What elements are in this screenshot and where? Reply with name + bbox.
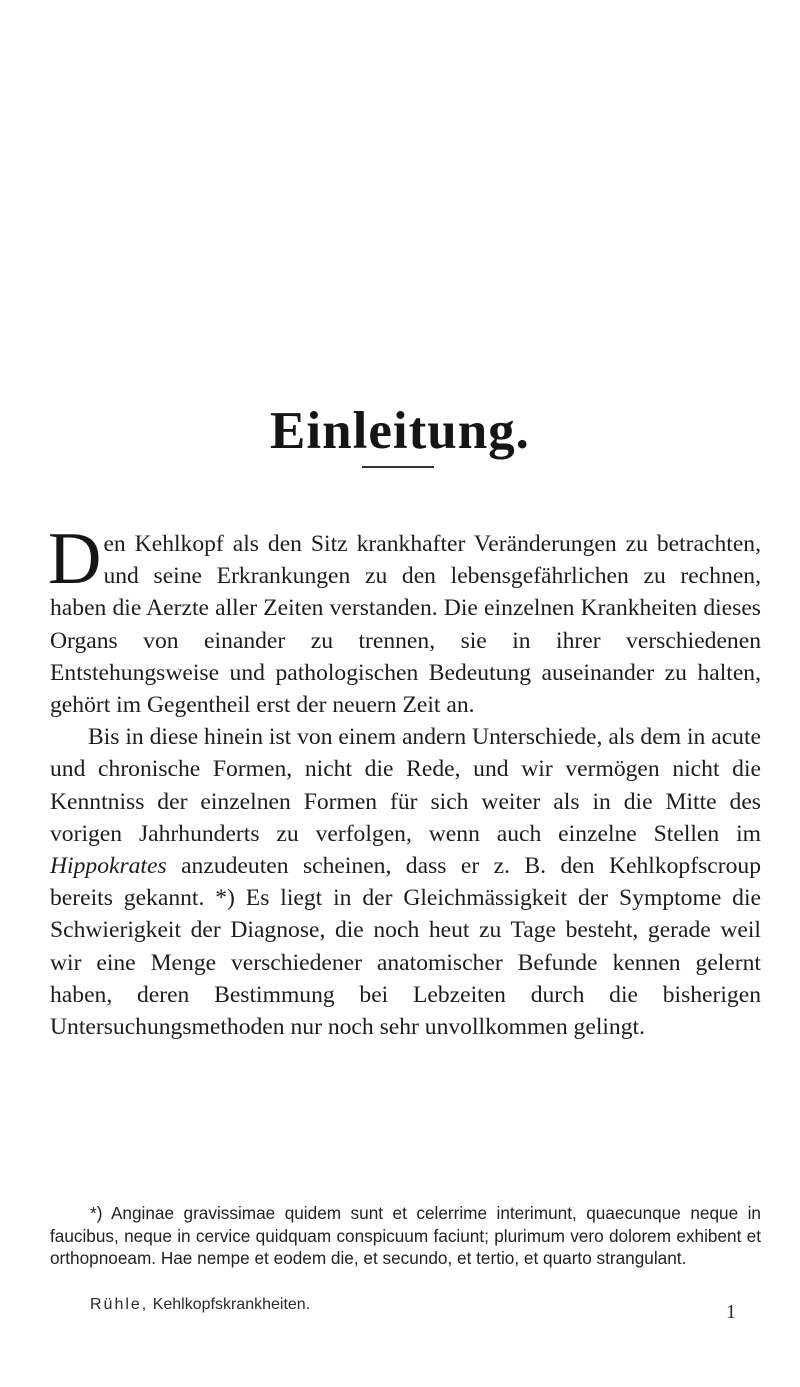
body-text bbox=[48, 518, 761, 1043]
paragraph-2-text-a: Bis in diese hinein ist von einem andern Unterschiede, als dem in acute und chronische Formen, nicht die Rede, und wir vermögen nicht die Kenntniss der einzelnen Formen für sich weiter als in die Mitte des vorigen Jahrhunderts zu verfolgen, wenn auch einzelne Stellen im bbox=[50, 724, 761, 847]
signature-author: Rühle, bbox=[90, 1296, 149, 1313]
footnote-text: *) Anginae gravissimae quidem sunt et celerrime interimunt, quaecunque neque in faucibus, neque in cervice quidquam conspicuum faciunt; plurimum vero dolorem exhibent et orthopnoeam. Hae nempe et eodem die, et secundo, et tertio, et quarto strangulant. bbox=[50, 1203, 761, 1268]
drop-cap: D bbox=[48, 518, 102, 600]
paragraph-2-text-b: anzudeuten scheinen, dass er z. B. den Kehlkopfscroup bereits gekannt. *) Es liegt in der Gleichmässigkeit der Symptome die Schwierigkeit der Diagnose, die noch heut zu Tage besteht, gerade weil wir eine Menge verschiedener anatomischer Befunde kennen gelernt haben, deren Bestimmung bei Lebzeiten durch die bisherigen Untersuchungsmethoden nur noch sehr unvollkommen gelingt. bbox=[50, 853, 761, 1041]
paragraph-1 bbox=[48, 518, 761, 721]
signature-line bbox=[90, 1296, 730, 1314]
chapter-title: Einleitung. bbox=[270, 401, 530, 460]
paragraph-2 bbox=[50, 721, 761, 1043]
sheet-number: 1 bbox=[726, 1301, 736, 1323]
footnote bbox=[50, 1202, 761, 1270]
paragraph-1-text: en Kehlkopf als den Sitz krankhafter Veränderungen zu betrachten, und seine Erkrankungen zu den lebensgefährlichen zu rechnen, haben die Aerzte aller Zeiten verstanden. Die einzelnen Krankheiten dieses Organs von einander zu trennen, sie in ihrer verschiedenen Entstehungsweise und pathologischen Bedeutung auseinander zu halten, gehört im Gegentheil erst der neuern Zeit an. bbox=[50, 531, 761, 719]
author-name-hippokrates: Hippokrates bbox=[50, 853, 167, 880]
title-rule bbox=[362, 466, 434, 468]
signature-book-title: Kehlkopfskrankheiten. bbox=[152, 1296, 311, 1313]
